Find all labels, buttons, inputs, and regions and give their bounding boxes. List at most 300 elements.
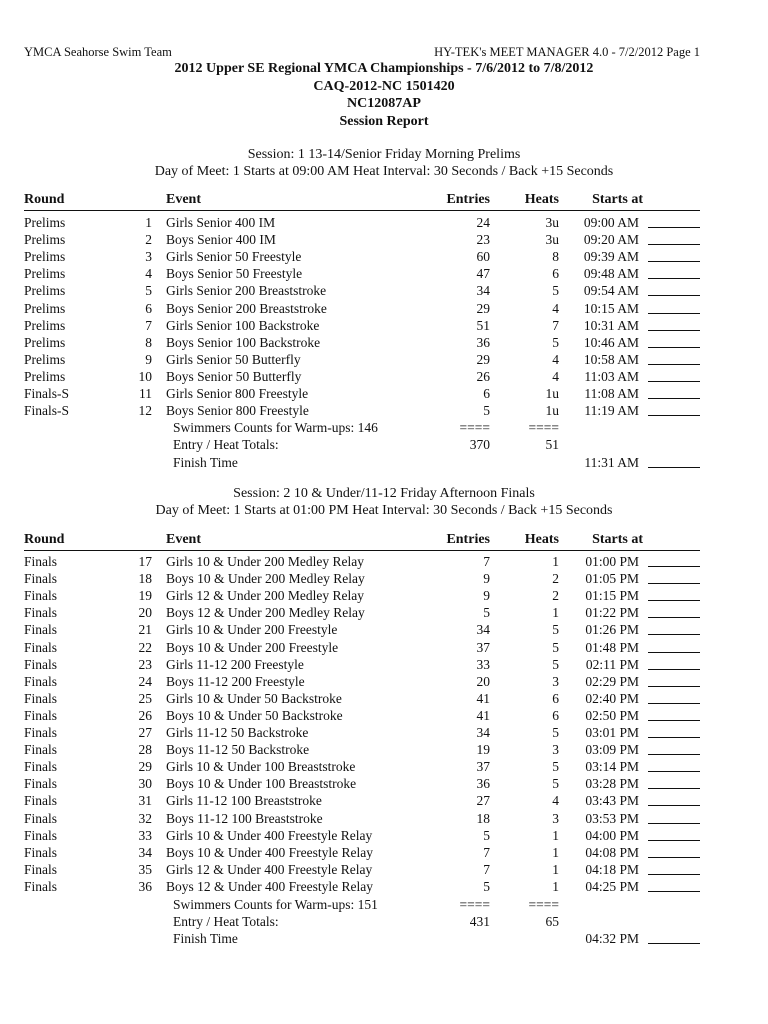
event-round: Finals: [24, 673, 58, 689]
event-heats: 5: [552, 639, 559, 655]
event-number: 17: [138, 554, 152, 569]
event-name: Boys 11-12 200 Freestyle: [166, 673, 305, 689]
event-round: Finals: [24, 776, 58, 792]
event-round: Finals: [24, 810, 58, 826]
event-name: Boys Senior 50 Butterfly: [166, 368, 302, 384]
meet-code: NC12087AP: [347, 96, 421, 111]
event-name: Boys 12 & Under 400 Freestyle Relay: [166, 878, 373, 894]
event-start-time: 09:48 AM: [583, 266, 639, 282]
event-round: Finals: [24, 759, 58, 775]
event-entries: 19: [476, 742, 490, 758]
event-number: 1: [145, 215, 152, 230]
event-round: Finals: [24, 554, 58, 569]
event-start-time: 11:08 AM: [584, 386, 639, 401]
entries-separator: ====: [459, 897, 490, 912]
session-1-table-header: [24, 192, 700, 211]
event-heats: 5: [552, 776, 559, 792]
event-entries: 9: [483, 588, 490, 604]
event-name: Girls 11-12 50 Backstroke: [166, 725, 309, 740]
check-blank: [648, 248, 700, 262]
event-round: Finals: [24, 861, 58, 877]
event-number: 18: [138, 571, 152, 587]
heats-separator: ====: [528, 897, 559, 912]
column-header-event: Event: [166, 192, 201, 207]
column-header-starts: Starts at: [592, 532, 643, 547]
event-name: Girls 12 & Under 200 Medley Relay: [166, 588, 364, 604]
table-row: [24, 707, 700, 724]
event-number: 30: [138, 776, 152, 792]
event-round: Finals: [24, 878, 58, 894]
event-start-time: 09:54 AM: [583, 283, 639, 299]
check-blank: [648, 861, 700, 875]
event-entries: 33: [476, 656, 490, 672]
event-round: Prelims: [24, 249, 66, 265]
event-start-time: 02:40 PM: [585, 690, 639, 706]
event-round: Finals: [24, 707, 58, 723]
event-number: 9: [145, 351, 152, 367]
event-start-time: 02:11 PM: [585, 656, 639, 672]
event-number: 20: [138, 605, 152, 621]
event-start-time: 01:05 PM: [585, 571, 639, 587]
event-name: Girls 11-12 100 Breaststroke: [166, 793, 322, 809]
event-heats: 4: [552, 300, 559, 316]
column-header-starts: Starts at: [592, 192, 643, 207]
event-start-time: 09:00 AM: [583, 215, 639, 230]
check-blank: [648, 587, 700, 601]
event-heats: 8: [552, 249, 559, 265]
software-info: HY-TEK's MEET MANAGER 4.0 - 7/2/2012 Page 1: [434, 45, 700, 59]
event-name: Girls 10 & Under 200 Medley Relay: [166, 554, 364, 569]
event-start-time: 09:39 AM: [583, 249, 639, 265]
event-entries: 20: [476, 673, 490, 689]
warmup-count: Swimmers Counts for Warm-ups: 151: [173, 897, 378, 912]
event-entries: 34: [476, 725, 490, 740]
table-row: [24, 351, 700, 368]
event-number: 21: [138, 622, 152, 638]
table-row: [24, 587, 700, 604]
event-heats: 1: [552, 827, 559, 843]
totals-label: Entry / Heat Totals:: [173, 914, 279, 929]
column-header-heats: Heats: [524, 192, 559, 207]
event-number: 36: [138, 878, 152, 894]
event-number: 22: [138, 639, 152, 655]
session-2-info: Day of Meet: 1 Starts at 01:00 PM Heat Interval: 30 Seconds / Back +15 Seconds: [155, 503, 613, 518]
event-heats: 2: [552, 571, 559, 587]
event-heats: 1: [552, 554, 559, 569]
sanction-number: CAQ-2012-NC 1501420: [313, 79, 455, 94]
column-header-round: Round: [24, 192, 65, 207]
total-entries: 431: [469, 914, 490, 929]
check-blank: [648, 570, 700, 584]
session-1-warmup-row: [24, 419, 700, 436]
check-blank: [648, 282, 700, 296]
event-heats: 6: [552, 690, 559, 706]
event-round: Finals: [24, 793, 58, 809]
event-name: Boys Senior 800 Freestyle: [166, 403, 309, 419]
finish-label: Finish Time: [173, 931, 238, 946]
event-name: Girls 10 & Under 100 Breaststroke: [166, 759, 356, 775]
event-name: Boys 10 & Under 100 Breaststroke: [166, 776, 357, 792]
event-number: 34: [138, 844, 152, 860]
event-name: Boys 10 & Under 50 Backstroke: [166, 707, 343, 723]
event-heats: 3: [552, 810, 559, 826]
event-number: 29: [138, 759, 152, 775]
event-start-time: 03:53 PM: [585, 810, 639, 826]
event-entries: 18: [476, 810, 490, 826]
total-entries: 370: [469, 437, 490, 452]
check-blank: [648, 775, 700, 789]
event-round: Prelims: [24, 283, 66, 299]
check-blank: [648, 454, 700, 468]
event-start-time: 01:00 PM: [585, 554, 639, 569]
column-header-entries: Entries: [446, 532, 490, 547]
event-entries: 5: [483, 878, 490, 894]
heats-separator: ====: [528, 420, 559, 435]
check-blank: [648, 673, 700, 687]
event-entries: 37: [476, 759, 490, 775]
event-heats: 5: [552, 725, 559, 740]
event-round: Finals: [24, 622, 58, 638]
event-number: 31: [138, 793, 152, 809]
event-heats: 1u: [545, 403, 559, 419]
table-row: [24, 827, 700, 844]
event-heats: 5: [552, 283, 559, 299]
event-name: Girls 10 & Under 50 Backstroke: [166, 690, 342, 706]
table-row: [24, 621, 700, 638]
event-heats: 4: [552, 793, 559, 809]
check-blank: [648, 385, 700, 399]
session-2-warmup-row: [24, 896, 700, 913]
event-round: Finals: [24, 571, 58, 587]
event-name: Boys Senior 400 IM: [166, 232, 276, 248]
total-heats: 51: [545, 437, 559, 452]
event-start-time: 03:43 PM: [585, 793, 639, 809]
event-start-time: 03:09 PM: [585, 742, 639, 758]
table-row: [24, 317, 700, 334]
check-blank: [648, 639, 700, 653]
event-start-time: 10:58 AM: [583, 351, 639, 367]
event-number: 25: [138, 690, 152, 706]
event-heats: 7: [552, 317, 559, 333]
check-blank: [648, 792, 700, 806]
event-number: 33: [138, 827, 152, 843]
event-number: 24: [138, 673, 152, 689]
check-blank: [648, 844, 700, 858]
table-row: [24, 368, 700, 385]
event-round: Finals: [24, 844, 58, 860]
event-start-time: 03:01 PM: [585, 725, 639, 740]
table-row: [24, 673, 700, 690]
event-number: 28: [138, 742, 152, 758]
event-entries: 37: [476, 639, 490, 655]
table-row: [24, 639, 700, 656]
event-round: Finals-S: [24, 386, 70, 401]
event-heats: 3u: [545, 215, 559, 230]
event-name: Girls 10 & Under 400 Freestyle Relay: [166, 827, 373, 843]
event-entries: 27: [476, 793, 490, 809]
event-name: Boys Senior 100 Backstroke: [166, 334, 321, 350]
event-name: Boys 10 & Under 200 Freestyle: [166, 639, 339, 655]
event-entries: 60: [476, 249, 490, 265]
event-start-time: 04:00 PM: [585, 827, 639, 843]
event-entries: 23: [476, 232, 490, 248]
table-row: [24, 402, 700, 419]
finish-time: 04:32 PM: [585, 931, 639, 946]
event-number: 3: [145, 249, 152, 265]
event-entries: 51: [476, 317, 490, 333]
event-number: 2: [145, 232, 152, 248]
check-blank: [648, 368, 700, 382]
event-name: Girls Senior 50 Butterfly: [166, 351, 301, 367]
table-row: [24, 334, 700, 351]
event-start-time: 01:48 PM: [585, 639, 639, 655]
table-row: [24, 878, 700, 895]
event-round: Prelims: [24, 300, 66, 316]
check-blank: [648, 810, 700, 824]
event-heats: 2: [552, 588, 559, 604]
event-entries: 41: [476, 707, 490, 723]
check-blank: [648, 878, 700, 892]
event-round: Finals-S: [24, 403, 70, 419]
column-header-entries: Entries: [446, 192, 490, 207]
event-start-time: 11:03 AM: [584, 368, 639, 384]
event-entries: 41: [476, 690, 490, 706]
event-start-time: 02:29 PM: [585, 673, 639, 689]
entries-separator: ====: [459, 420, 490, 435]
event-round: Prelims: [24, 368, 66, 384]
check-blank: [648, 604, 700, 618]
event-heats: 5: [552, 622, 559, 638]
session-1-totals-row: [24, 436, 700, 453]
event-start-time: 09:20 AM: [583, 232, 639, 248]
check-blank: [648, 300, 700, 314]
event-name: Boys 11-12 50 Backstroke: [166, 742, 310, 758]
column-header-round: Round: [24, 532, 65, 547]
event-start-time: 11:19 AM: [584, 403, 639, 419]
table-row: [24, 248, 700, 265]
event-name: Boys 12 & Under 200 Medley Relay: [166, 605, 365, 621]
event-round: Finals: [24, 827, 58, 843]
event-start-time: 10:15 AM: [583, 300, 639, 316]
table-row: [24, 741, 700, 758]
event-start-time: 03:28 PM: [585, 776, 639, 792]
event-start-time: 04:25 PM: [585, 878, 639, 894]
column-header-event: Event: [166, 532, 201, 547]
event-heats: 1u: [545, 386, 559, 401]
finish-time: 11:31 AM: [584, 455, 639, 470]
event-entries: 29: [476, 300, 490, 316]
event-number: 26: [138, 707, 152, 723]
table-row: [24, 861, 700, 878]
check-blank: [648, 724, 700, 738]
event-round: Finals: [24, 588, 58, 604]
event-round: Finals: [24, 725, 58, 740]
event-round: Prelims: [24, 334, 66, 350]
event-heats: 5: [552, 334, 559, 350]
session-1-finish-row: [24, 454, 700, 471]
event-heats: 3u: [545, 232, 559, 248]
event-entries: 5: [483, 827, 490, 843]
event-heats: 1: [552, 878, 559, 894]
event-name: Boys Senior 200 Breaststroke: [166, 300, 327, 316]
event-entries: 5: [483, 605, 490, 621]
table-row: [24, 810, 700, 827]
event-entries: 6: [483, 386, 490, 401]
table-row: [24, 553, 700, 570]
event-round: Finals: [24, 656, 58, 672]
event-number: 10: [138, 368, 152, 384]
table-row: [24, 300, 700, 317]
table-row: [24, 570, 700, 587]
event-start-time: 03:14 PM: [585, 759, 639, 775]
session-2-title: Session: 2 10 & Under/11-12 Friday Afternoon Finals: [233, 486, 535, 501]
event-number: 11: [139, 386, 152, 401]
check-blank: [648, 351, 700, 365]
check-blank: [648, 334, 700, 348]
event-heats: 1: [552, 605, 559, 621]
check-blank: [648, 231, 700, 245]
event-entries: 7: [483, 844, 490, 860]
event-round: Finals: [24, 742, 58, 758]
event-entries: 29: [476, 351, 490, 367]
column-header-heats: Heats: [524, 532, 559, 547]
event-number: 12: [138, 403, 152, 419]
event-number: 27: [138, 725, 152, 740]
event-name: Girls Senior 400 IM: [166, 215, 276, 230]
check-blank: [648, 621, 700, 635]
check-blank: [648, 317, 700, 331]
event-round: Prelims: [24, 317, 66, 333]
event-name: Boys 10 & Under 400 Freestyle Relay: [166, 844, 373, 860]
table-row: [24, 385, 700, 402]
totals-label: Entry / Heat Totals:: [173, 437, 279, 452]
event-entries: 7: [483, 861, 490, 877]
event-number: 32: [138, 810, 152, 826]
event-entries: 26: [476, 368, 490, 384]
event-heats: 5: [552, 759, 559, 775]
warmup-count: Swimmers Counts for Warm-ups: 146: [173, 420, 378, 435]
event-heats: 1: [552, 861, 559, 877]
session-2-table-header: [24, 532, 700, 551]
check-blank: [648, 690, 700, 704]
event-name: Boys 10 & Under 200 Medley Relay: [166, 571, 365, 587]
event-start-time: 04:08 PM: [585, 844, 639, 860]
event-entries: 47: [476, 266, 490, 282]
event-round: Finals: [24, 690, 58, 706]
table-row: [24, 265, 700, 282]
check-blank: [648, 553, 700, 567]
table-row: [24, 724, 700, 741]
event-name: Girls 12 & Under 400 Freestyle Relay: [166, 861, 373, 877]
event-start-time: 01:22 PM: [585, 605, 639, 621]
event-number: 23: [138, 656, 152, 672]
event-heats: 5: [552, 656, 559, 672]
event-start-time: 01:15 PM: [585, 588, 639, 604]
event-round: Prelims: [24, 266, 66, 282]
event-number: 7: [145, 317, 152, 333]
event-round: Finals: [24, 639, 58, 655]
event-start-time: 01:26 PM: [585, 622, 639, 638]
event-heats: 4: [552, 368, 559, 384]
event-heats: 3: [552, 673, 559, 689]
event-name: Boys Senior 50 Freestyle: [166, 266, 303, 282]
check-blank: [648, 656, 700, 670]
event-number: 8: [145, 334, 152, 350]
event-round: Prelims: [24, 351, 66, 367]
session-1-info: Day of Meet: 1 Starts at 09:00 AM Heat Interval: 30 Seconds / Back +15 Seconds: [154, 164, 614, 179]
event-name: Girls Senior 200 Breaststroke: [166, 283, 327, 299]
event-round: Finals: [24, 605, 58, 621]
session-1-title: Session: 1 13-14/Senior Friday Morning Prelims: [247, 147, 521, 162]
event-name: Girls Senior 100 Backstroke: [166, 317, 320, 333]
total-heats: 65: [545, 914, 559, 929]
table-row: [24, 758, 700, 775]
check-blank: [648, 741, 700, 755]
event-number: 4: [145, 266, 152, 282]
table-row: [24, 792, 700, 809]
check-blank: [648, 758, 700, 772]
event-entries: 9: [483, 571, 490, 587]
check-blank: [648, 827, 700, 841]
event-entries: 34: [476, 283, 490, 299]
event-entries: 7: [483, 554, 490, 569]
event-heats: 3: [552, 742, 559, 758]
table-row: [24, 775, 700, 792]
team-name: YMCA Seahorse Swim Team: [24, 45, 172, 59]
event-name: Girls Senior 50 Freestyle: [166, 249, 302, 265]
event-round: Prelims: [24, 232, 66, 248]
event-name: Girls 10 & Under 200 Freestyle: [166, 622, 338, 638]
table-row: [24, 282, 700, 299]
event-round: Prelims: [24, 215, 66, 230]
event-number: 6: [145, 300, 152, 316]
event-entries: 24: [476, 215, 490, 230]
finish-label: Finish Time: [173, 455, 238, 470]
event-entries: 34: [476, 622, 490, 638]
event-heats: 1: [552, 844, 559, 860]
event-name: Boys 11-12 100 Breaststroke: [166, 810, 323, 826]
event-start-time: 10:31 AM: [583, 317, 639, 333]
event-start-time: 10:46 AM: [583, 334, 639, 350]
event-name: Girls Senior 800 Freestyle: [166, 386, 309, 401]
check-blank: [648, 930, 700, 944]
check-blank: [648, 707, 700, 721]
event-heats: 6: [552, 707, 559, 723]
event-number: 35: [138, 861, 152, 877]
session-2-totals-row: [24, 913, 700, 930]
table-row: [24, 690, 700, 707]
event-heats: 4: [552, 351, 559, 367]
event-number: 19: [138, 588, 152, 604]
event-entries: 36: [476, 334, 490, 350]
event-start-time: 02:50 PM: [585, 707, 639, 723]
event-number: 5: [145, 283, 152, 299]
check-blank: [648, 402, 700, 416]
check-blank: [648, 265, 700, 279]
table-row: [24, 231, 700, 248]
event-start-time: 04:18 PM: [585, 861, 639, 877]
table-row: [24, 656, 700, 673]
event-entries: 5: [483, 403, 490, 419]
table-row: [24, 844, 700, 861]
report-title: Session Report: [339, 114, 429, 129]
event-entries: 36: [476, 776, 490, 792]
event-heats: 6: [552, 266, 559, 282]
session-2-finish-row: [24, 930, 700, 947]
table-row: [24, 214, 700, 231]
event-name: Girls 11-12 200 Freestyle: [166, 656, 304, 672]
table-row: [24, 604, 700, 621]
